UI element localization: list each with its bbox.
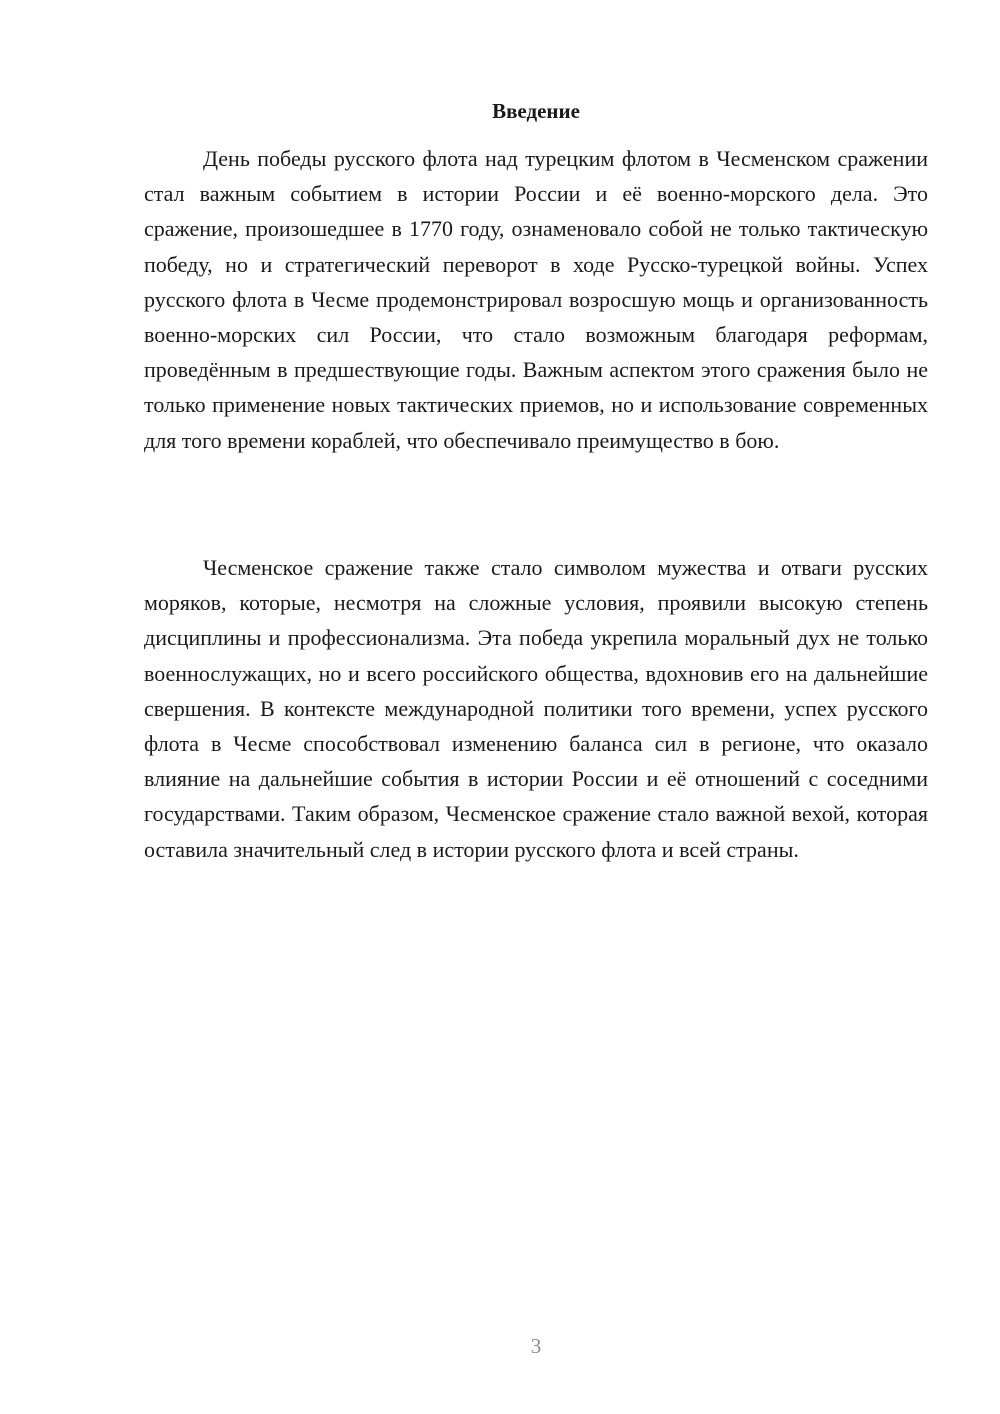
paragraph-1: День победы русского флота над турецким флотом в Чесменском сражении стал важным событием в истории России и её военно-морского дела. Это сражение, произошедшее в 1770 году, ознаменовало собой не только тактическую победу, но и стратегический переворот в ходе Русско-турецкой войны. Успех русского флота в Чесме продемонстрировал возросшую мощь и организованность военно-морских сил России, что стало возможным благодаря реформам, проведённым в предшествующие годы. Важным аспектом этого сражения было не только применение новых тактических приемов, но и использование современных для того времени кораблей, что обеспечивало преимущество в бою. (144, 146, 928, 453)
paragraph-2: Чесменское сражение также стало символом мужества и отваги русских моряков, которые, несмотря на сложные условия, проявили высокую степень дисциплины и профессионализма. Эта победа укрепила моральный дух не только военнослужащих, но и всего российского общества, вдохновив его на дальнейшие свершения. В контексте международной политики того времени, успех русского флота в Чесме способствовал изменению баланса сил в регионе, что оказало влияние на дальнейшие события в истории России и её отношений с соседними государствами. Таким образом, Чесменское сражение стало важной вехой, которая оставила значительный след в истории русского флота и всей страны. (144, 555, 928, 862)
page-number: 3 (530, 1334, 542, 1358)
section-heading: Введение (492, 99, 580, 123)
